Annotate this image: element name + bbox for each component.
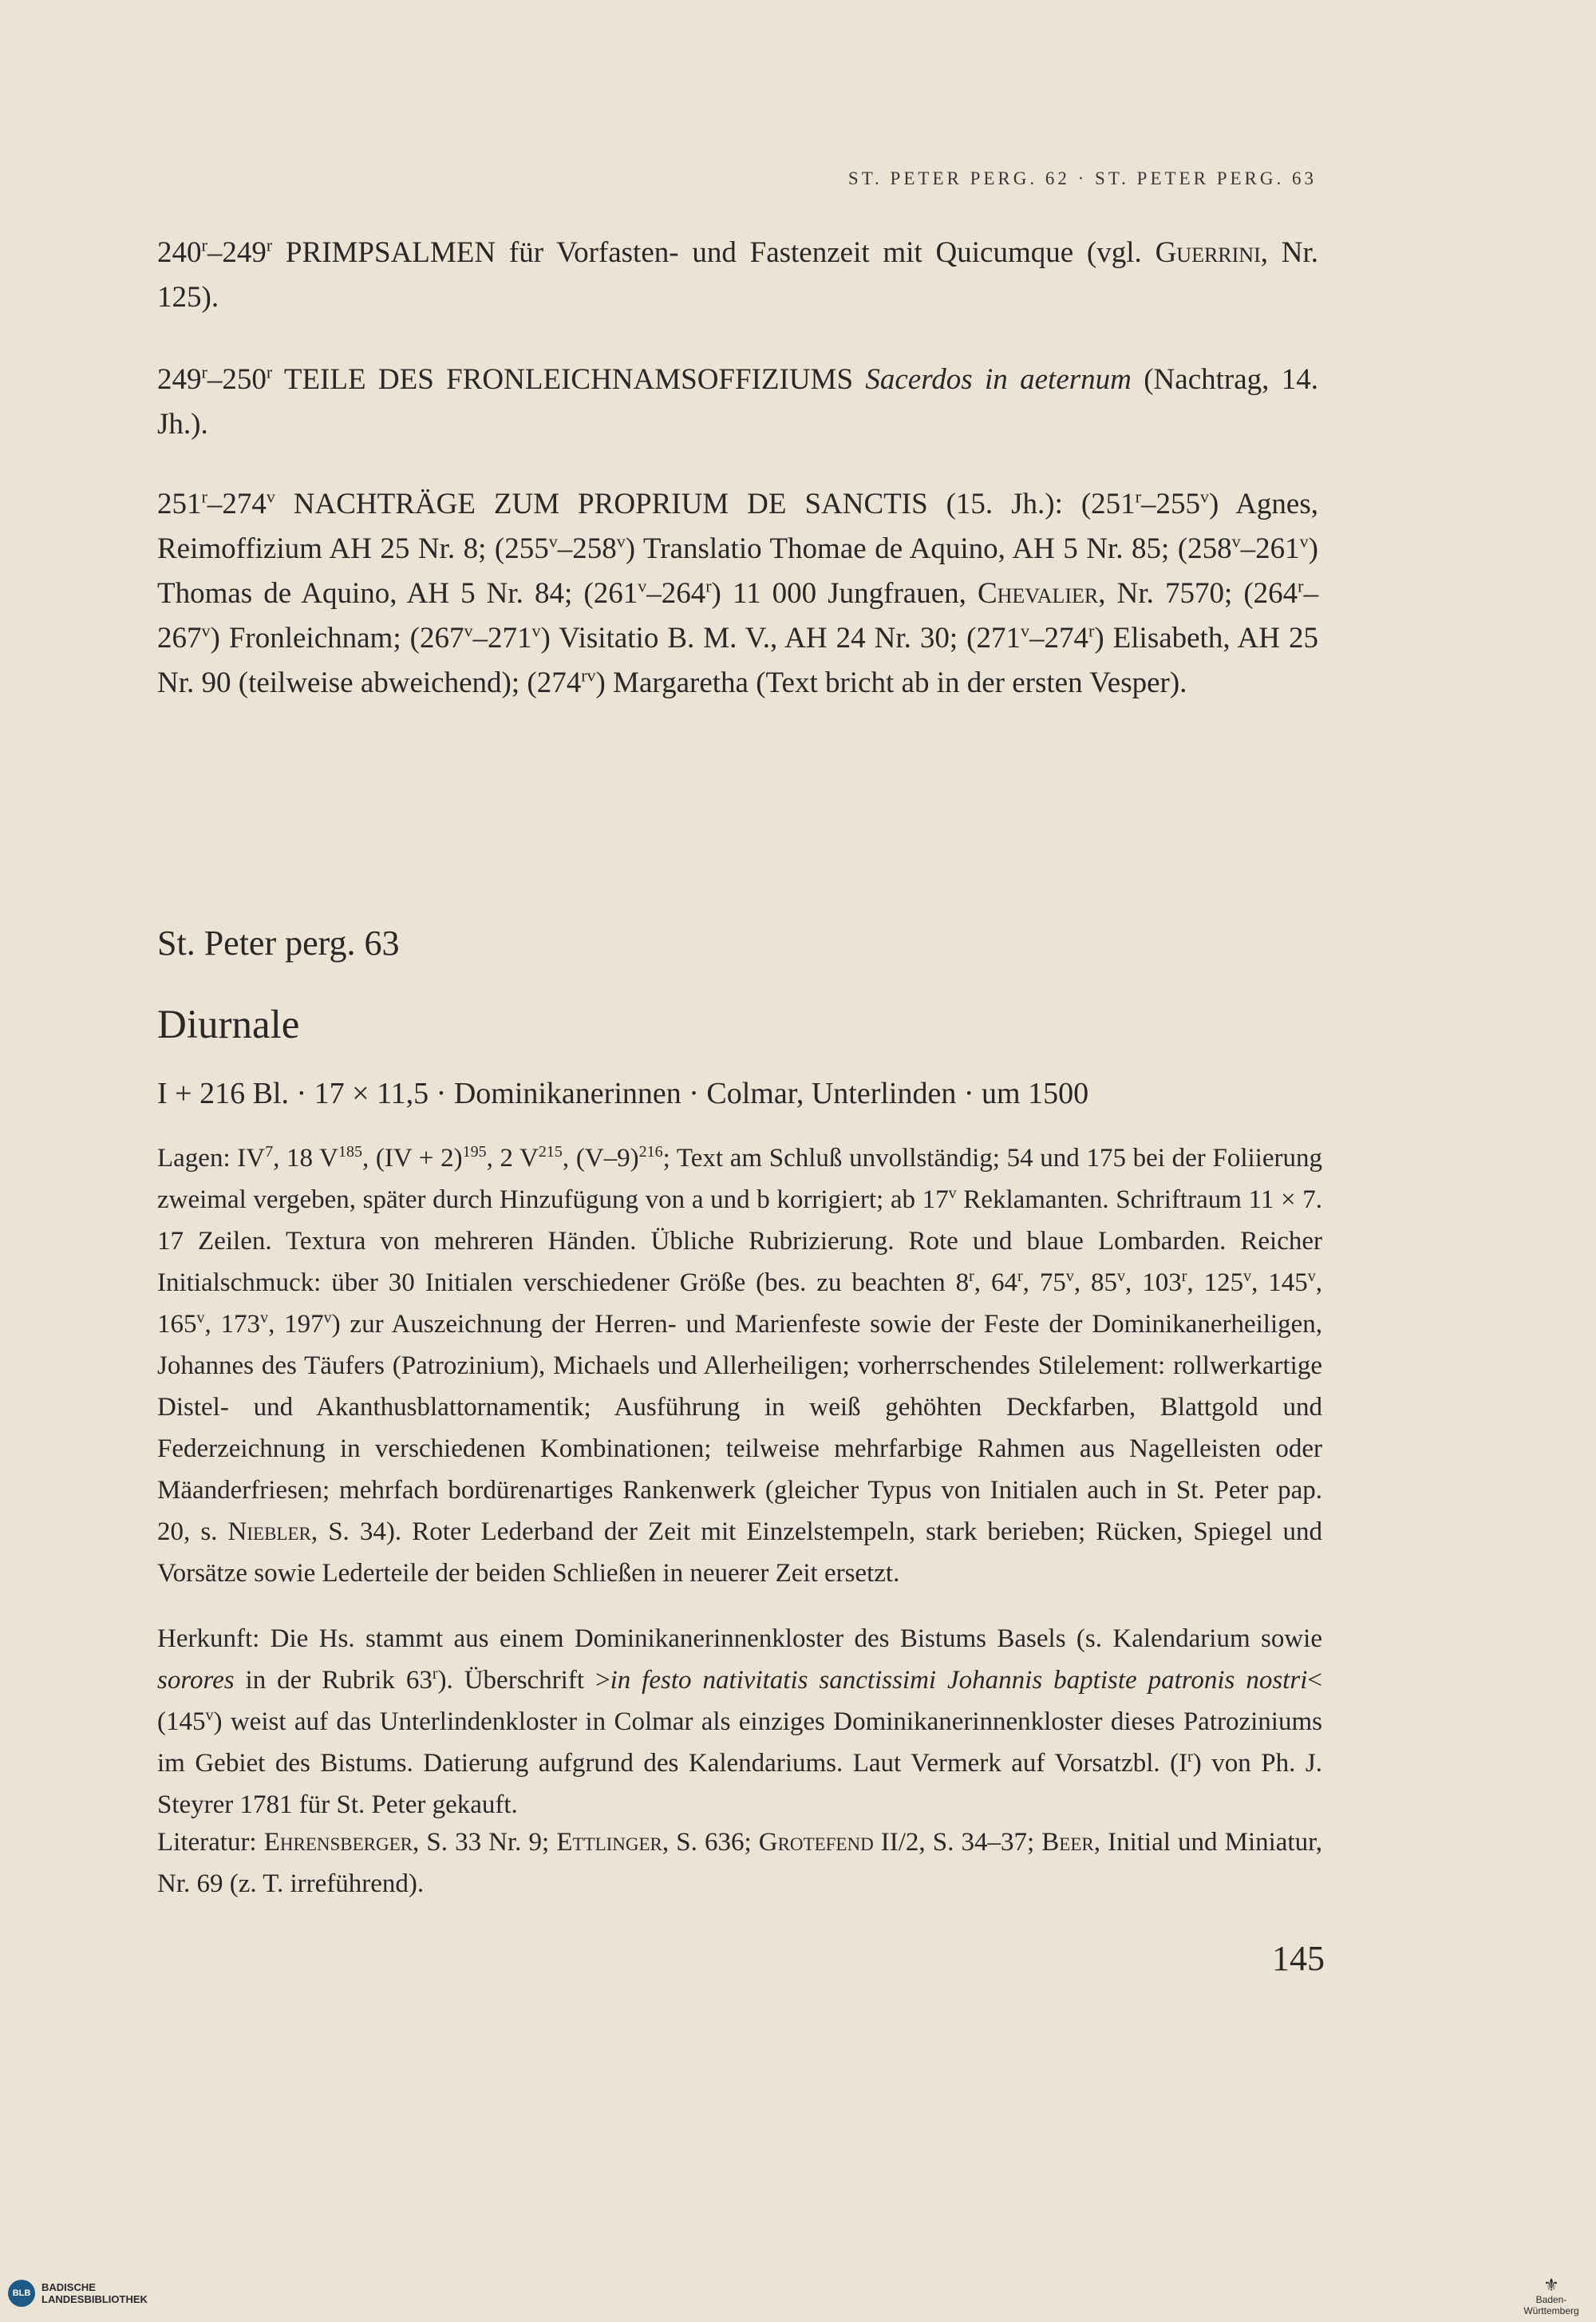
section-primpsalmen: 240$^r$–249$^r$ PRIMPSALMEN für Vorfasten- und Fastenzeit mit Quicumque (vgl. Guerrini, Nr. 125). <box>157 235 1319 314</box>
author-citation: Beer <box>1041 1828 1094 1857</box>
page-number: 145 <box>1272 1939 1325 1978</box>
author-citation: Niebler <box>227 1517 311 1546</box>
document-title: Diurnale <box>157 1003 300 1047</box>
running-head: ST. PETER PERG. 62 · ST. PETER PERG. 63 <box>847 168 1317 188</box>
coat-of-arms-icon: ⚜ <box>1543 2275 1559 2295</box>
paragraph-lagen: Lagen: $IV^7$, 18 $V^{185}$, (IV + 2)$^{195}$, 2 $V^{215}$, $(V-9)^{216}$; Text am Schluß unvollständig; 54 und 175 bei der Foliierung zweimal vergeben, später durch Hinzufügung von a und b korrigiert; ab 17$^v$ Reklamanten. Schriftraum 11 × 7. 17 Zeilen. Textura von mehreren Händen. Übliche Rubrizierung. Rote und blaue Lombarden. Reicher Initialschmuck: über 30 Initialen verschiedener Größe (bes. zu beachten 8$^r$, 64$^r$, 75$^v$, 85$^v$, 103$^r$, 125$^v$, 145$^v$, 165$^v$, 173$^v$, 197$^v$) zur Auszeichnung der Herren- und Marienfeste sowie der Feste der Dominikanerheiligen, Johannes des Täufers (Patrozinium), Michaels und Allerheiligen; vorherrschendes Stilelement: rollwerkartige Distel- und Akanthusblattornamentik; Ausführung in weiß gehöhten Deckfarben, Blattgold und Federzeichnung in verschiedenen Kombinationen; teilweise mehrfarbige Rahmen aus Nagelleisten oder Mäanderfriesen; mehrfach bordürenartiges Rankenwerk (gleicher Typus von Initialen auch in St. Peter pap. 20, s. Niebler, S. 34). Roter Lederband der Zeit mit Einzelstempeln, stark berieben; Rücken, Spiegel und Vorsätze sowie Lederteile der beiden Schließen in neuerer Zeit ersetzt. <box>157 1143 1323 1588</box>
shelfmark-heading: St. Peter perg. 63 <box>157 924 400 963</box>
author-citation: Ehrensberger <box>263 1828 413 1857</box>
bw-label: Baden-Württemberg <box>1523 2294 1579 2316</box>
blb-badge-icon: BLB <box>8 2280 35 2307</box>
paragraph-literatur: Literatur: Ehrensberger, S. 33 Nr. 9; Ettlinger, S. 636; Grotefend II/2, S. 34–37; Beer, Initial und Miniatur, Nr. 69 (z. T. irreführend). <box>157 1828 1323 1898</box>
section-fronleichnamsoffizium: 249$^r$–250$^r$ TEILE DES FRONLEICHNAMSOFFIZIUMS Sacerdos in aeternum (Nachtrag, 14. Jh.). <box>157 362 1318 441</box>
blb-wordmark: BADISCHE LANDESBIBLIOTHEK <box>41 2281 148 2305</box>
author-citation: Ettlinger <box>556 1828 662 1857</box>
author-citation: Guerrini <box>1155 236 1261 269</box>
author-citation: Grotefend <box>758 1828 874 1857</box>
blb-logo[interactable] <box>8 2280 148 2307</box>
codicological-summary: I + 216 Bl. · 17 × 11,5 · Dominikanerinnen · Colmar, Unterlinden · um 1500 <box>157 1077 1089 1110</box>
paragraph-herkunft: Herkunft: Die Hs. stammt aus einem Dominikanerinnenkloster des Bistums Basels (s. Kalendarium sowie sorores in der Rubrik 63$^r$). Überschrift >in festo nativitatis sanctissimi Johannis baptiste patronis nostri< $(145^v)$ weist auf das Unterlindenkloster in Colmar als einziges Dominikanerinnenkloster dieses Patroziniums im Gebiet des Bistums. Datierung aufgrund des Kalendariums. Laut Vermerk auf Vorsatzbl. $(I^r)$ von Ph. J. Steyrer 1781 für St. Peter gekauft. <box>157 1624 1323 1819</box>
author-citation: Chevalier <box>977 577 1099 610</box>
section-nachtraege-proprium: 251$^r$–274$^v$ NACHTRÄGE ZUM PROPRIUM DE SANCTIS (15. Jh.): (251$^r$–255$^v$) Agnes, Reimoffizium AH 25 Nr. 8; (255$^v$–258$^v$) Translatio Thomae de Aquino, AH 5 Nr. 85; (258$^v$–261$^v$) Thomas de Aquino, AH 5 Nr. 84; (261$^v$–264$^r$) 11 000 Jungfrauen, Chevalier, Nr. 7570; (264$^r$–267$^v$) Fronleichnam; (267$^v$–271$^v$) Visitatio B. M. V., AH 24 Nr. 30; (271$^v$–274$^r$) Elisabeth, AH 25 Nr. 90 (teilweise abweichend); $(274^{rv})$ Margaretha (Text bricht ab in der ersten Vesper). <box>157 486 1319 699</box>
baden-wuerttemberg-logo[interactable] <box>1511 2277 1591 2316</box>
